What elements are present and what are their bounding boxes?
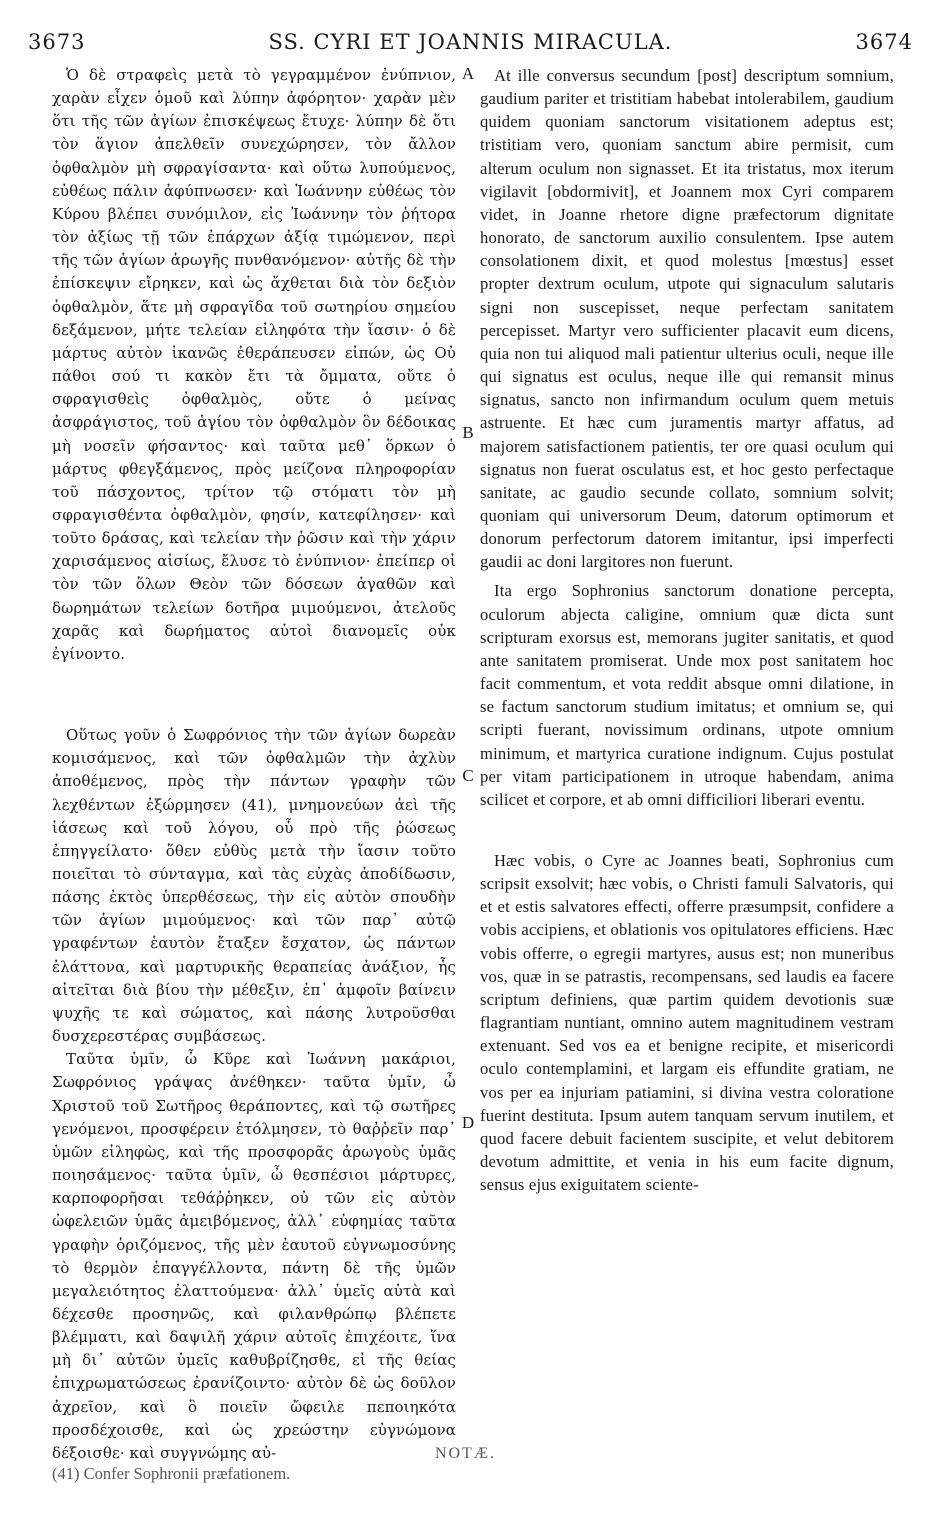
margin-marker-c: C	[462, 766, 474, 785]
greek-paragraph: Ταῦτα ὑμῖν, ὦ Κῦρε καὶ Ἰωάννη μακάριοι, Σωφρόνιος γράψας ἀνέθηκεν· ταῦτα ὑμῖν, ὦ Χριστοῦ τοῦ Σωτῆρος θεράποντες, καὶ τῷ σωτῆρες γενόμενοι, προσφέρειν ἐτόλμησεν, τὸ θαῤῥεῖν παρ᾽ ὑμῶν εἰληφὼς, καὶ τῆς προσφορᾶς ἀρωγοὺς ὑμᾶς ποιησάμενος· ταῦτα ὑμῖν, ὦ θεσπέσιοι μάρτυρες, καρποφορῆσαι τεθάῤῥηκεν, οὐ τῶν εἰς αὐτὸν ὠφελειῶν ὑμᾶς ἀμειβόμενος, ἀλλ᾽ εὐφημίας ταῦτα γραφὴν ὁριζόμενος, τῆς μὲν ἑαυτοῦ εὐγνωμοσύνης τὸ θερμὸν ἐπαγγέλλοντα, πάντη δὲ τῆς ὑμῶν μεγαλειότητος ἐλαττούμενα· ἀλλ᾽ ὑμεῖς αὐτὰ καὶ δέχεσθε προσηνῶς, καὶ φιλανθρώπῳ βλέπετε βλέμματι, καὶ δαψιλῆ χάριν αὐτοῖς ἐπιχέοιτε, ἵνα μὴ δι᾽ αὐτῶν ὑμεῖς καθυβρίζησθε, εἰ τῆς θείας ἐπιχρωματώσεως ἐρανίζοιντο· αὐτὸν δὲ ὡς δοῦλον ἀχρεῖον, καὶ ὃ ποιεῖν ὤφειλε πεποιηκότα προσδέχοισθε, καὶ ὡς χρεώστην εὐγνώμονα δέξοισθε· καὶ συγγνώμης αὐ-	[52, 1050, 456, 1462]
greek-paragraph: Οὕτως γοῦν ὁ Σωφρόνιος τὴν τῶν ἁγίων δωρεὰν κομισάμενος, καὶ τῶν ὀφθαλμῶν τὴν ἀχλὺν ἀποθέμενος, πρὸς τὴν πάντων γραφὴν τῶν λεχθέντων ἐξώρμησεν (41), μνημονεύων ἀεὶ τῆς ἰάσεως καὶ τοῦ λόγου, οὗ πρὸ τῆς ῥώσεως ἐπηγγείλατο· ὅθεν εὐθὺς μετὰ τὴν ἴασιν τοῦτο ποιεῖται τὸ σύνταγμα, καὶ τὰς εὐχὰς ἀποδίδωσιν, πάσης ἐκτὸς ὑπερθέσεως, τὴν εἰς αὐτὸν σπουδὴν τῶν ἁγίων μιμούμενος· καὶ τῶν παρ᾽ αὐτῷ γραφέντων ἑαυτὸν ἔταξεν ἔσχατον, ὡς πάντων ἐλάττονα, καὶ μαρτυρικῆς θεραπείας ἀνάξιον, ἧς αἰτεῖται διὰ βίου τὴν μέθεξιν, ἐπ᾽ ἀμφοῖν βαίνειν ψυχῆς τε καὶ σώματος, καὶ πάσης λυτροῦσθαι δυσχερεστέρας συμβάσεως.	[52, 726, 456, 1046]
running-header	[28, 30, 913, 60]
margin-marker-b: B	[462, 423, 474, 442]
footnote: (41) Confer Sophronii præfationem.	[52, 1464, 291, 1483]
greek-column	[52, 64, 456, 1465]
latin-paragraph: Hæc vobis, o Cyre ac Joannes beati, Sophronius cum scripsit exsolvit; hæc vobis, o Christi famuli Salvatoris, qui et et estis salvatores effecti, offerre præsumpsit, confidere a vobis accipiens, et oblationis vos opitulatores efficiens. Hæc vobis offerre, o egregii martyres, ausus est; non muneribus vos, quæ in se patrastis, recompensans, sed laudis ea facere scriptum definiens, quæ partim quidem devotionis suæ flagrantiam nuntiant, omnino autem magnitudinem vestram extenuant. Sed vos ea et benigne recipite, et misericordi oculo contemplamini, et largam eis effundite gratiam, ne vos per ea injuriam patiamini, si divina vestra coloratione fuerint destituta. Ipsum autem tanquam servum inutilem, et quod facere debuit facientem suscipite, et velut debitorem devotum admittite, et venia in his eum facite dignum, sensus ejus exiguitatem sciente-	[480, 851, 894, 1195]
margin-marker-a: A	[461, 64, 475, 83]
latin-paragraph: Ita ergo Sophronius sanctorum donatione percepta, oculorum abjecta caligine, omnium quæ dicta sunt scripturam exorsus est, memorans jugiter sanitatis, et quod ante sanitatem promiserat. Unde mox post sanitatem hoc facit commentum, et vota reddit absque omni dilatione, in se factum sanctorum studium imitatus; et omnium se, qui scripti fuerant, novissimum ordinans, utpote omnium minimum, et martyrica curatione indignum. Cujus postulat per vitam participationem in utroque habendam, anima scilicet et corpore, et ab omni difficiliori liberari eventu.	[480, 581, 894, 809]
latin-column	[480, 64, 894, 1196]
page-number-left: 3673	[28, 30, 86, 54]
page-number-right: 3674	[855, 30, 913, 54]
latin-paragraph: At ille conversus secundum [post] descriptum somnium, gaudium pariter et tristitiam habebat intolerabilem, gaudium quidem quoniam sanctorum visitationem adeptus est; tristitiam vero, quoniam sanctum abire permisit, cum alterum oculum non signasset. Et ita tristatus, mox iterum vigilavit [obdormivit], et Joannem mox Cyri comparem videt, in Joanne rhetore digne præfectorum dignitate honorato, de sanctorum auxilio consulentem. Ipse autem consolationem dixit, et quod molestus [mœstus] esset propter dextrum oculum, utpote qui signaculum salutaris signi non suscepisset, neque perfectam sanitatem percepisset. Martyr vero sufficienter placavit eum dicens, quia non tui aliquod mali patientur ulterius oculi, neque ille qui signatus est oculus, neque ille qui remansit minus signatus, sancto non infirmandum oculum quem metuis astruente. Et hæc cum juramentis martyr affatus, ad majorem satisfactionem patientis, ter ore quasi oculum qui signatus non fuerat osculatus est, et hoc gesto perfectaque sanitate, ac gaudio secunde collato, somnium solvit; quoniam qui universorum Deum, datorum optimorum et donorum perfectorum datorem imitantur, ipsi imperfecti gaudii ac doni largitores non fuerunt.	[480, 66, 894, 572]
greek-paragraph: Ὁ δὲ στραφεὶς μετὰ τὸ γεγραμμένον ἐνύπνιον, χαρὰν εἶχεν ὁμοῦ καὶ λύπην ἀφόρητον· χαρὰν μὲν ὅτι τῆς τῶν ἁγίων ἐπισκέψεως ἔτυχε· λύπην δὲ ὅτι τὸν ἅγιον ἀπελθεῖν συνεχώρησεν, τὸν ἄλλον ὀφθαλμὸν μὴ σφραγίσαντα· καὶ οὕτω λυπούμενος, εὐθέως πάλιν ἀφύπνωσεν· καὶ Ἰωάννην εὐθέως τὸν Κύρου βλέπει συνόμιλον, εἰς Ἰωάννην τὸν ῥήτορα τὸν ἀξίως τῇ τῶν ἐπάρχων ἀξίᾳ τιμώμενον, περὶ τῆς τῶν ἁγίων ἀρωγῆς πυνθανόμενον· αὐτῆς δὲ τὴν ἐπίσκεψιν εἴρηκεν, καὶ ὡς ἄχθεται διὰ τὸν δεξιὸν ὀφθαλμὸν, ἅτε μὴ σφραγῖδα τοῦ σωτηρίου σημείου δεξάμενον, μήτε τελείαν εἰληφότα τὴν ἴασιν· ὁ δὲ μάρτυς αὐτὸν ἱκανῶς ἐθεράπευσεν εἰπών, ὡς Οὐ πάθοι σού τι κακὸν ἔτι τὰ ὄμματα, οὔτε ὁ σφραγισθεὶς ὀφθαλμὸς, οὔτε ὁ μείνας ἀσφράγιστος, τοῦ ἁγίου τὸν ὀφθαλμὸν ὃν δέδοικας μὴ νοσεῖν φήσαντος· καὶ ταῦτα μεθ᾽ ὅρκων ὁ μάρτυς φθεγξάμενος, πρὸς μείζονα πληροφορίαν τοῦ πάσχοντος, τρίτον τῷ στόματι τὸν μὴ σφραγισθέντα ὀφθαλμὸν, φησίν, κατεφίλησεν· καὶ τοῦτο δράσας, καὶ τελείαν τὴν ῥῶσιν καὶ τὴν χάριν χαρισάμενος αἰσίως, ἔλυσε τὸ ἐνύπνιον· ἐπείπερ οἱ τὸν τῶν ὅλων Θεὸν τῶν δόσεων ἀγαθῶν καὶ δωρημάτων τελείων δοτῆρα μιμούμενοι, ἀτελοῦς χαρᾶς καὶ δωρήματος αὐτοὶ διανομεῖς οὐκ ἐγίνοντο.	[52, 66, 456, 663]
notes-heading: NOTÆ.	[434, 1445, 497, 1462]
page-title: SS. CYRI ET JOANNIS MIRACULA.	[268, 30, 673, 54]
margin-marker-d: D	[461, 1113, 475, 1132]
